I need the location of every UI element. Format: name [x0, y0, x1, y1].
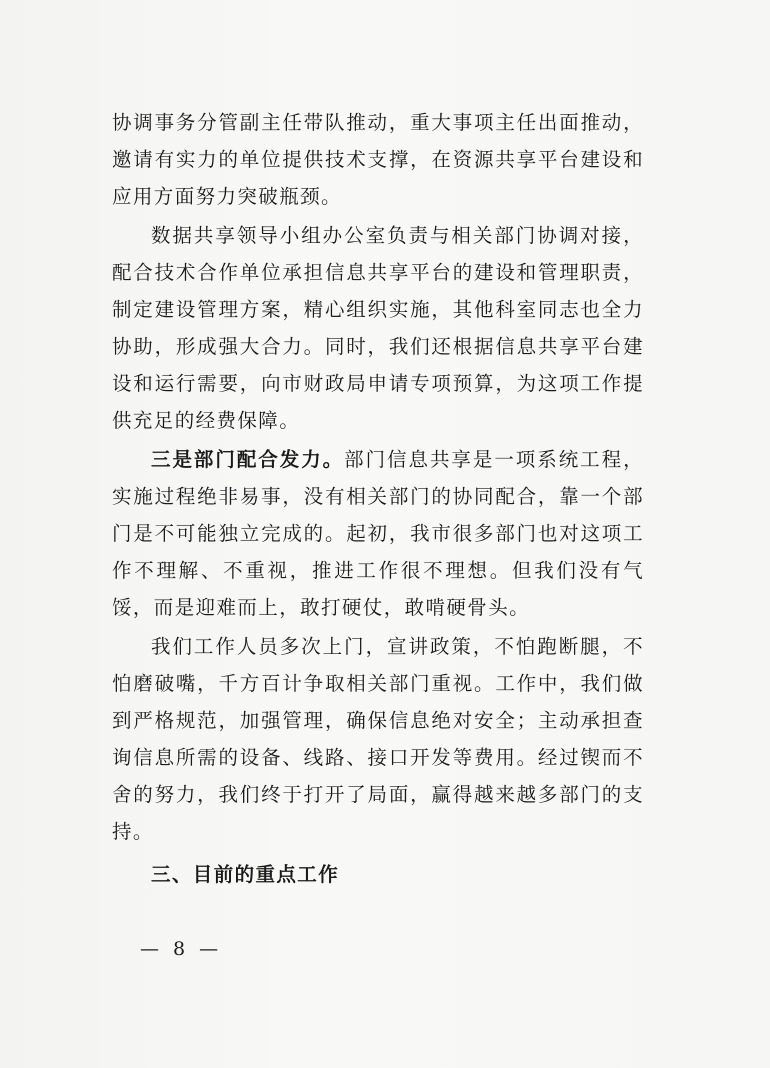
paragraph-2 [112, 217, 644, 439]
document-body [112, 104, 644, 893]
paragraph-4-text: 我们工作人员多次上门，宣讲政策，不怕跑断腿，不怕磨破嘴，千方百计争取相关部门重视。工作中，我们做到严格规范，加强管理，确保信息绝对安全；主动承担查询信息所需的设备、线路、接口开发等费用。经过锲而不舍的努力，我们终于打开了局面，赢得越来越多部门的支持。 [112, 635, 644, 843]
paragraph-3 [112, 441, 644, 626]
paragraph-4 [112, 628, 644, 850]
paragraph-3-text: 部门信息共享是一项系统工程，实施过程绝非易事，没有相关部门的协同配合，靠一个部门是不可能独立完成的。起初，我市很多部门也对这项工作不理解、不重视，推进工作很不理想。但我们没有气馁，而是迎难而上，敢打硬仗，敢啃硬骨头。 [112, 448, 644, 619]
paragraph-1-text: 协调事务分管副主任带队推动，重大事项主任出面推动，邀请有实力的单位提供技术支撑，在资源共享平台建设和应用方面努力突破瓶颈。 [112, 111, 644, 208]
paragraph-1 [112, 104, 644, 215]
section-heading: 三、目前的重点工作 [151, 863, 340, 886]
page-number: — 8 — [140, 938, 223, 960]
paragraph-2-text: 数据共享领导小组办公室负责与相关部门协调对接，配合技术合作单位承担信息共享平台的建设和管理职责，制定建设管理方案，精心组织实施，其他科室同志也全力协助，形成强大合力。同时，我们还根据信息共享平台建设和运行需要，向市财政局申请专项预算，为这项工作提供充足的经费保障。 [112, 224, 644, 432]
paragraph-3-lead: 三是部门配合发力。 [151, 448, 345, 471]
